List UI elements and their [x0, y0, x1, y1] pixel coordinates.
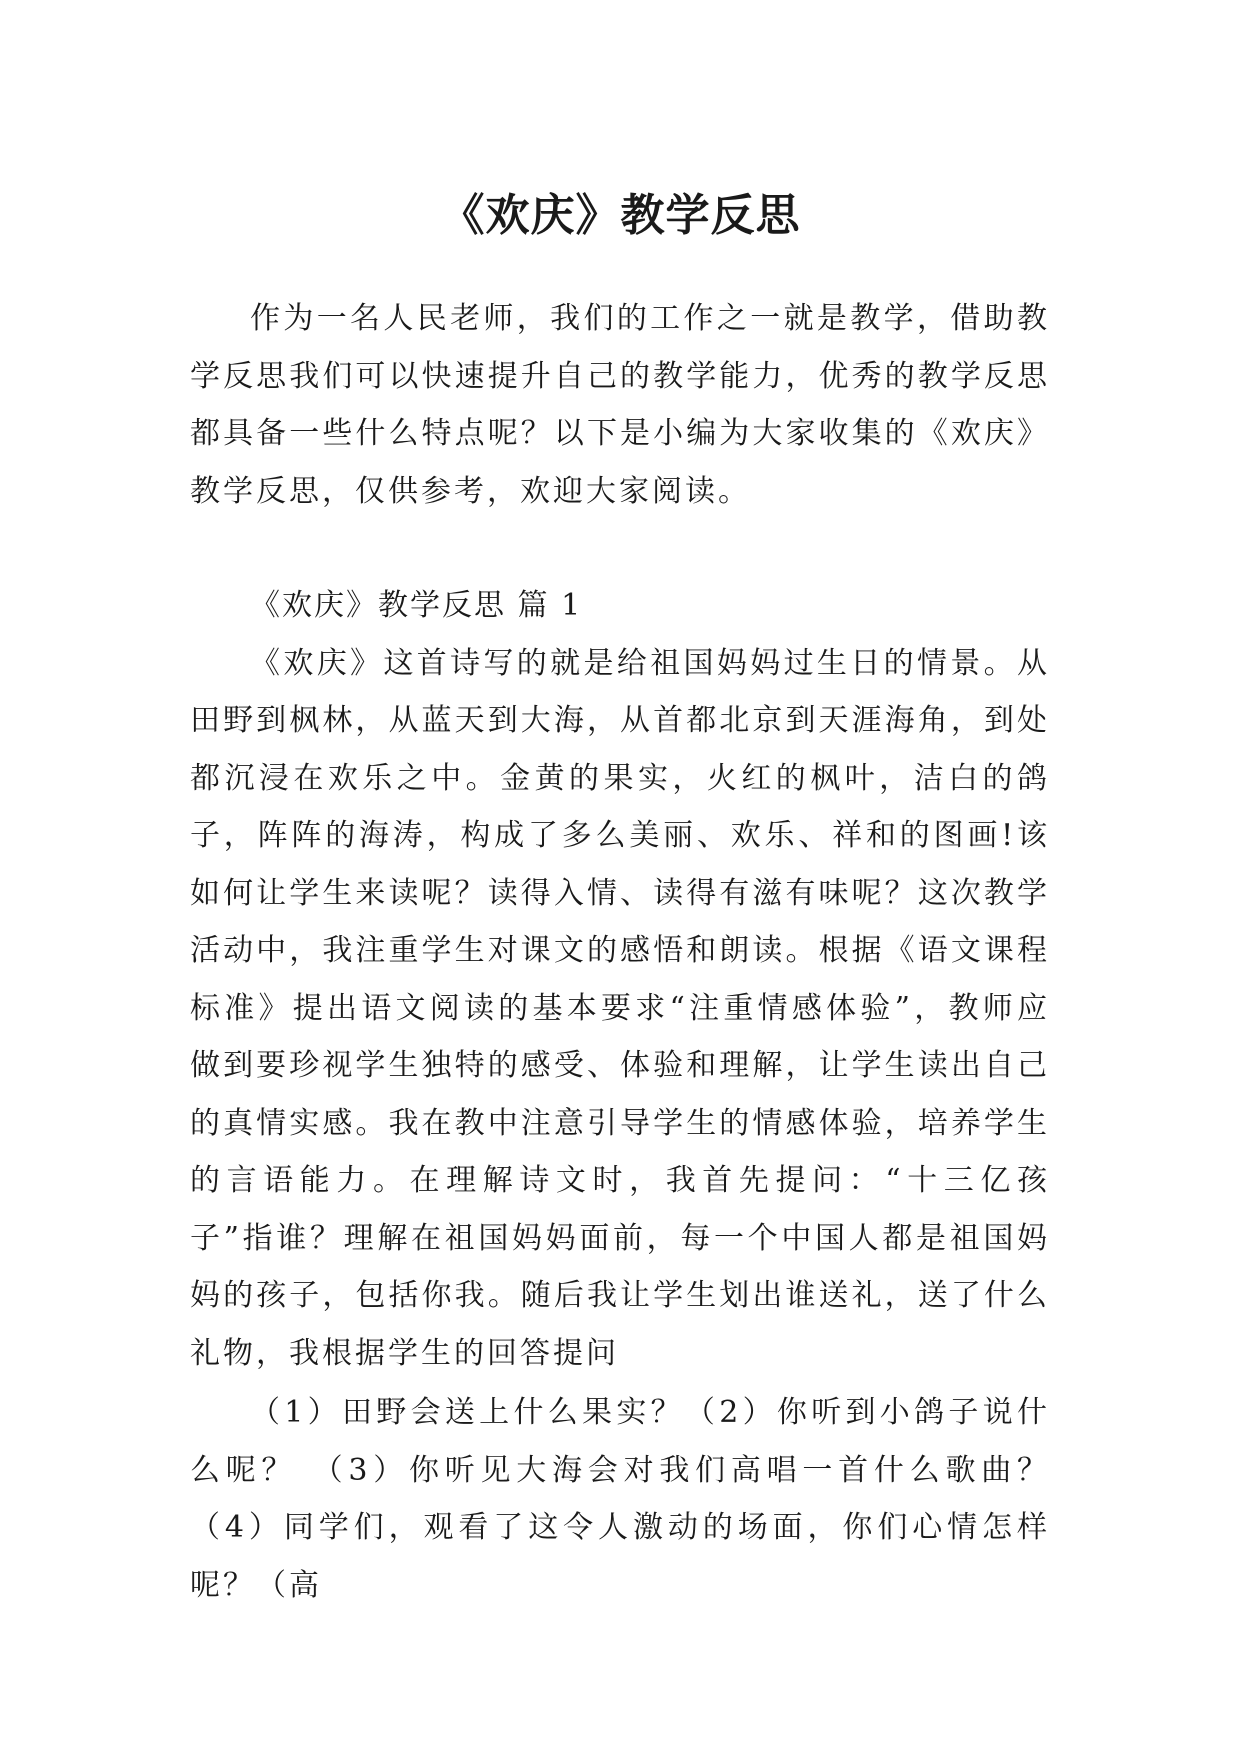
questions-paragraph: （1）田野会送上什么果实？（2）你听到小鸽子说什么呢？ （3）你听见大海会对我们高唱一首什么歌曲？（4）同学们，观看了这令人激动的场面，你们心情怎样呢？（高: [190, 1395, 1050, 1603]
section-heading: 《欢庆》教学反思 篇 1: [250, 588, 583, 623]
document-title: 《欢庆》教学反思: [440, 190, 801, 242]
intro-paragraph: 作为一名人民老师，我们的工作之一就是教学，借助教学反思我们可以快速提升自己的教学能力，优秀的教学反思都具备一些什么特点呢？以下是小编为大家收集的《欢庆》教学反思，仅供参考，欢迎大家阅读。: [190, 301, 1050, 509]
document-body: [190, 290, 1050, 1614]
body-paragraph: 《欢庆》这首诗写的就是给祖国妈妈过生日的情景。从田野到枫林，从蓝天到大海，从首都北京到天涯海角，到处都沉浸在欢乐之中。金黄的果实，火红的枫叶，洁白的鸽子，阵阵的海涛，构成了多么美丽、欢乐、祥和的图画!该如何让学生来读呢？读得入情、读得有滋有味呢？这次教学活动中，我注重学生对课文的感悟和朗读。根据《语文课程标准》提出语文阅读的基本要求“注重情感体验”，教师应做到要珍视学生独特的感受、体验和理解，让学生读出自己的真情实感。我在教中注意引导学生的情感体验，培养学生的言语能力。在理解诗文时，我首先提问：“十三亿孩子”指谁？理解在祖国妈妈面前，每一个中国人都是祖国妈妈的孩子，包括你我。随后我让学生划出谁送礼，送了什么礼物，我根据学生的回答提问: [190, 645, 1050, 1371]
